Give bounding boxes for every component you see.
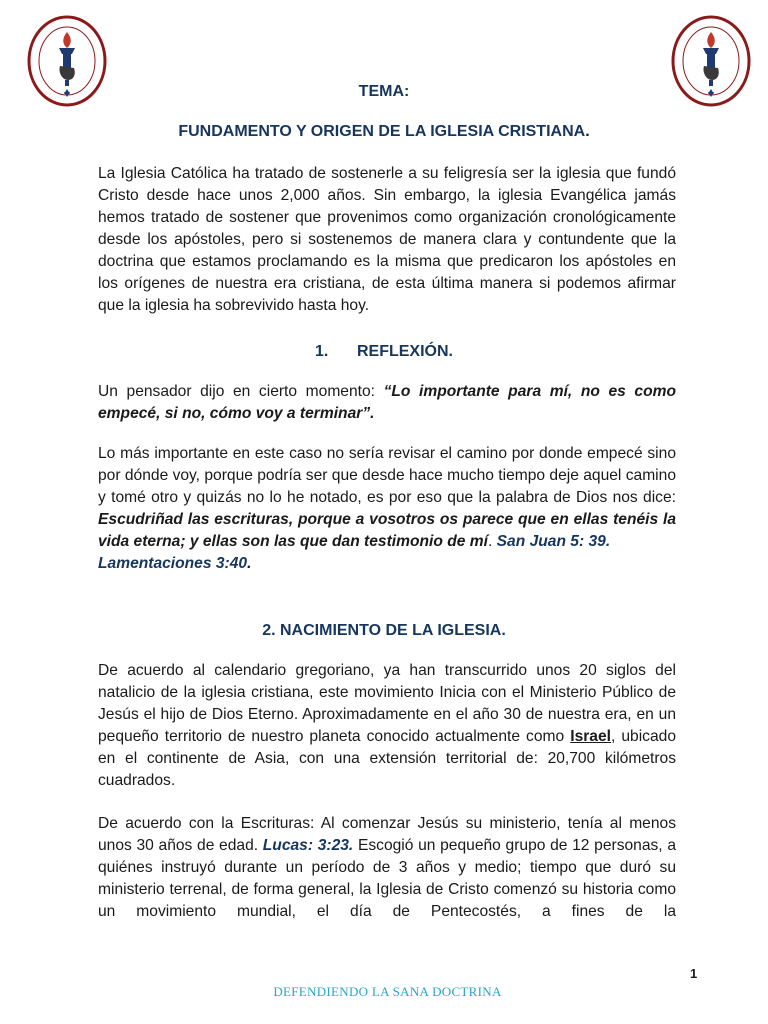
history-paragraph (98, 660, 676, 792)
section-number: 1. (314, 343, 329, 360)
section-number: 2. (262, 622, 276, 639)
ministry-text-before: De acuerdo con la Escrituras: Al comenzar Jesús su ministerio, tenía al menos unos 30 años de edad. (98, 815, 676, 854)
quote-text: “Lo importante para mí, no es como empecé, si no, cómo voy a terminar” (98, 383, 676, 422)
scripture-reference: Lamentaciones 3:40 (98, 555, 248, 572)
scripture-quote: Escudriñad las escrituras, porque a vosotros os parece que en ellas tenéis la vida eterna; y ellas son las que dan testimonio de mí (98, 511, 676, 550)
intro-paragraph: La Iglesia Católica ha tratado de sostenerle a su feligresía ser la iglesia que fundó Cristo desde hace unos 2,000 años. Sin embargo, la iglesia Evangélica jamás hemos tratado de sostener que provenimos como organización cronológicamente desde los apóstoles, pero si sostenemos de manera clara y contundente que la doctrina que estamos proclamando es la misma que predicaron los apóstoles en los orígenes de nuestra era cristiana, de esta última manera si podemos afirmar que la iglesia ha sobrevivido hasta hoy. (98, 165, 676, 314)
page-title-end: . (585, 123, 590, 140)
scripture-reference-end: . (247, 555, 252, 572)
section-title: REFLEXIÓN. (356, 343, 453, 360)
scripture-reference: San Juan 5: 39 (496, 533, 606, 550)
quote-end: . (370, 405, 375, 422)
history-text-after: , ubicado en el continente de Asia, con una extensión territorial de: 20,700 kilómetros cuadrados. (98, 728, 676, 789)
reflection-body: Lo más importante en este caso no sería revisar el camino por donde empecé sino por dónde voy, porque podría ser que desde hace mucho tiempo deje aquel camino y tomé otro y quizás no lo he notado, es por eso que la palabra de Dios nos dice: (98, 445, 676, 506)
page-title-text: FUNDAMENTO Y ORIGEN DE LA IGLESIA CRISTIANA (178, 123, 586, 140)
page-title (0, 123, 768, 141)
reflection-paragraph (98, 443, 676, 575)
logo-text (752, 14, 753, 15)
footer-motto: DEFENDIENDO LA SANA DOCTRINA (273, 984, 502, 999)
emphasis-israel: Israel (570, 728, 611, 745)
history-text-before: De acuerdo al calendario gregoriano, ya han transcurrido unos 20 siglos del natalicio de la iglesia cristiana, este movimiento Inicia con el Ministerio Público de Jesús el hijo de Dios Eterno. Aproximadamente en el año 30 de nuestra era, en un pequeño territorio de nuestro planeta conocido actualmente como (98, 662, 676, 745)
page-number: 1 (690, 966, 698, 981)
scripture-reference: Lucas: 3:23. (262, 837, 354, 854)
section-heading-nacimiento (0, 622, 768, 640)
section-title: NACIMIENTO DE LA IGLESIA. (280, 622, 506, 639)
quote-intro: Un pensador dijo en cierto momento: (98, 383, 384, 400)
tema-label: TEMA: (358, 83, 410, 100)
ministry-text-after: Escogió un pequeño grupo de 12 personas, a quiénes instruyó durante un período de 3 años y medio; tiempo que duró su ministerio terrenal, de forma general, la Iglesia de Cristo comenzó su historia como un movimiento mundial, el día de Pentecostés, a fines de la (98, 837, 676, 920)
ministry-paragraph (98, 813, 676, 923)
quote-paragraph (98, 381, 676, 425)
scripture-reference-end: . (605, 533, 611, 550)
section-heading-reflexion (0, 343, 768, 361)
scripture-separator: . (487, 533, 497, 550)
logo-text (108, 14, 109, 15)
